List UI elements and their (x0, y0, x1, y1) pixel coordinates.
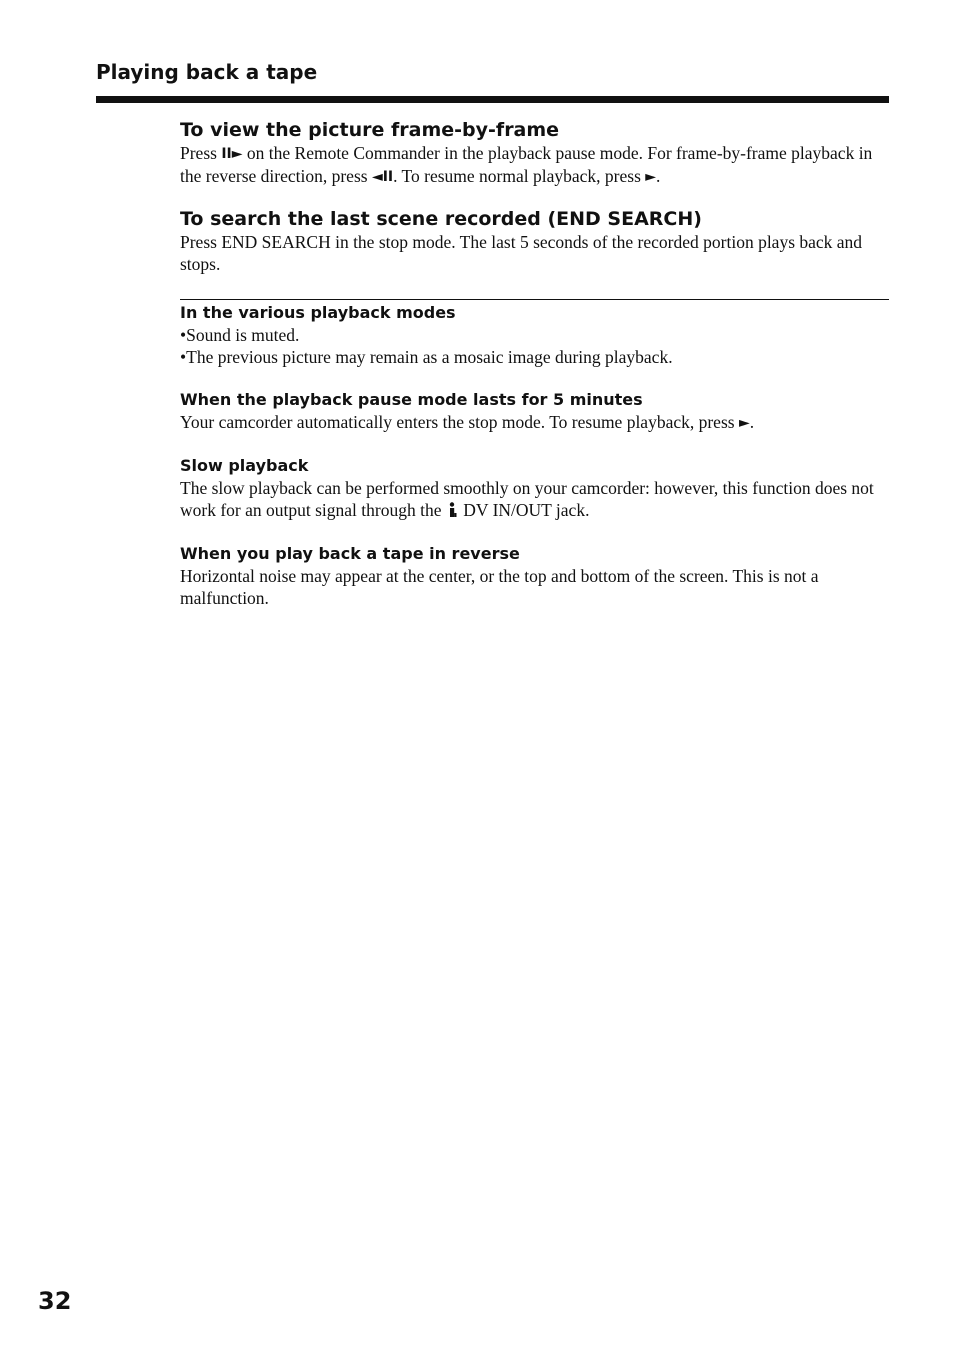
frame-by-frame-text-2: on the Remote Commander in the playback pause mode. For frame-by-frame playback in the reverse direction, press (180, 143, 873, 186)
end-search-body: Press END SEARCH in the stop mode. The last 5 seconds of the recorded portion plays back and stops. (180, 232, 863, 274)
note-slow-playback (180, 455, 889, 523)
note-slow-heading: Slow playback (180, 456, 309, 475)
list-item (180, 324, 889, 346)
note-reverse-heading: When you play back a tape in reverse (180, 544, 520, 563)
end-search-title: To search the last scene recorded (END SEARCH) (180, 208, 702, 230)
note-slow-text-2: DV IN/OUT jack. (458, 500, 590, 520)
note-pause-five-minutes (180, 389, 889, 434)
note-slow-text-1: The slow playback can be performed smoothly on your camcorder: however, this function does not work for an output signal through the (180, 478, 874, 520)
note-slow-body (180, 477, 889, 523)
bullet-text: Sound is muted. (186, 325, 300, 345)
bullet-text: The previous picture may remain as a mosaic image during playback. (186, 347, 673, 367)
header-rule (96, 96, 889, 103)
forward-frame-icon: II► (221, 146, 243, 162)
play-icon: ► (645, 169, 657, 185)
notes-rule (180, 299, 889, 300)
bullet-marker: • (180, 347, 187, 367)
page-number: 32 (38, 1287, 72, 1315)
note-pause-text-1: Your camcorder automatically enters the stop mode. To resume playback, press (180, 412, 739, 432)
frame-by-frame-section (180, 118, 889, 188)
frame-by-frame-text-1: Press (180, 143, 222, 163)
reverse-frame-icon: ◄II (371, 169, 394, 185)
bullet-marker: • (180, 325, 187, 345)
note-pause-body (180, 411, 889, 434)
play-icon: ► (738, 415, 750, 431)
note-pause-heading: When the playback pause mode lasts for 5 minutes (180, 390, 643, 409)
frame-by-frame-text-3: . To resume normal playback, press (393, 166, 646, 186)
frame-by-frame-body (180, 142, 889, 188)
note-pause-text-2: . (749, 412, 755, 432)
note-various-modes-heading: In the various playback modes (180, 303, 456, 322)
frame-by-frame-text-4: . (656, 166, 661, 186)
end-search-section (180, 207, 889, 275)
list-item (180, 346, 889, 368)
i-link-icon (448, 501, 457, 523)
note-reverse (180, 543, 889, 609)
section-title: Playing back a tape (96, 60, 318, 84)
note-various-modes (180, 302, 889, 368)
frame-by-frame-title: To view the picture frame-by-frame (180, 119, 560, 141)
note-reverse-body: Horizontal noise may appear at the center, or the top and bottom of the screen. This is not a malfunction. (180, 566, 819, 608)
